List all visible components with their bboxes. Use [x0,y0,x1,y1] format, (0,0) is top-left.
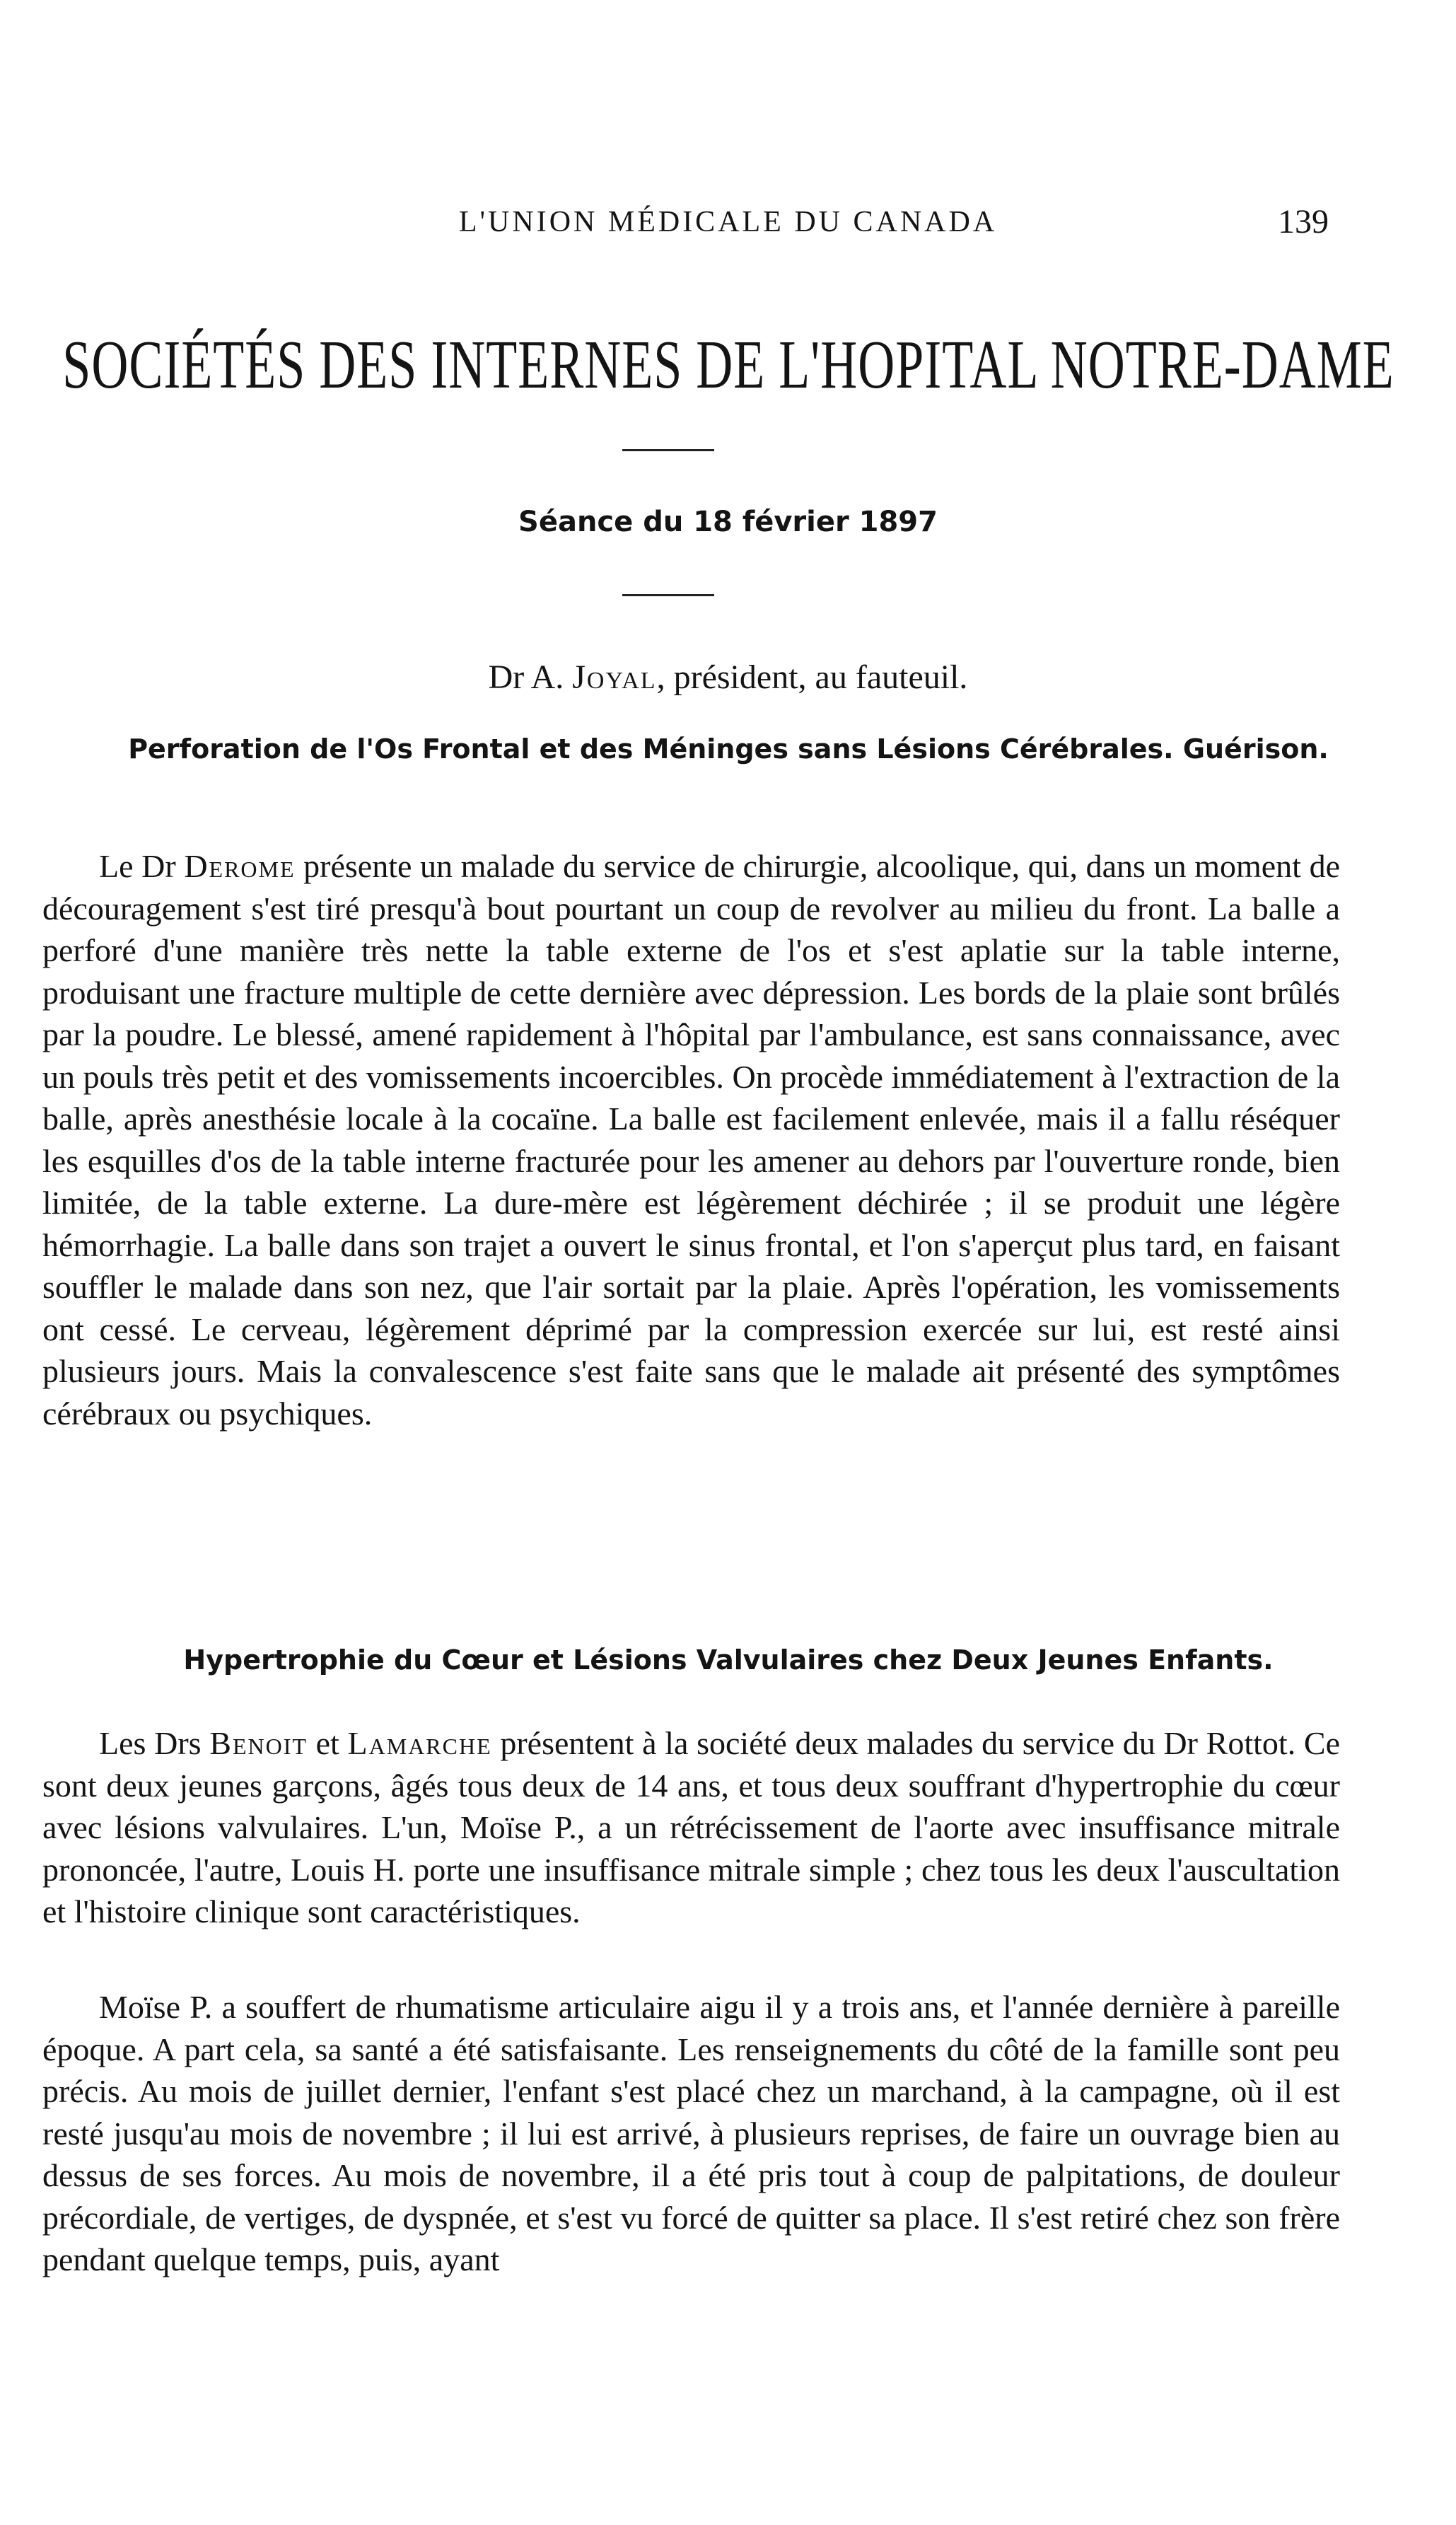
running-head [0,205,1456,248]
paragraph-lead: Le Dr [99,848,185,884]
session-date: Séance du 18 février 1897 [518,506,938,538]
author-name: Derome [184,848,296,884]
presidency-line [0,658,1456,697]
article-title: SOCIÉTÉS DES INTERNES DE L'HOPITAL NOTRE-DAME [62,326,1394,403]
paragraph-body: présente un malade du service de chirurgie, alcoolique, qui, dans un moment de découragement s'est tiré presqu'à bout pourtant un coup de revolver au milieu du front. La balle a perforé d'une manière très nette la table externe de l'os et s'est aplatie sur la table interne, produisant une fracture multiple de cette dernière avec dépression. Les bords de la plaie sont brûlés par la poudre. Le blessé, amené rapidement à l'hôpital par l'ambulance, est sans connaissance, avec un pouls très petit et des vomissements incoercibles. On procède immédiatement à l'extraction de la balle, après anesthésie locale à la cocaïne. La balle est facilement enlevée, mais il a fallu réséquer les esquilles d'os de la table interne fracturée pour les amener au dehors par l'ouverture ronde, bien limitée, de la table externe. La dure-mère est légèrement déchirée ; il se produit une légère hémorrhagie. La balle dans son trajet a ouvert le sinus frontal, et l'on s'aperçut plus tard, en faisant souffler le malade dans son nez, que l'air sortait par la plaie. Après l'opération, les vomissements ont cessé. Le cerveau, légèrement déprimé par la compression exercée sur lui, est resté ainsi plusieurs jours. Mais la convalescence s'est faite sans que le malade ait présenté des symptômes cérébraux ou psychiques. [42,848,1340,1432]
paragraph-perforation [42,845,1340,1434]
author-name: Lamarche [347,1725,492,1761]
paragraph-moise-history: Moïse P. a souffert de rhumatisme articulaire aigu il y a trois ans, et l'année dernière à pareille époque. A part cela, sa santé a été satisfaisante. Les renseignements du côté de la famille sont peu précis. Au mois de juillet dernier, l'enfant s'est placé chez un marchand, à la campagne, où il est resté jusqu'au mois de novembre ; il lui est arrivé, à plusieurs reprises, de faire un ouvrage bien au dessus de ses forces. Au mois de novembre, il a été pris tout à coup de palpitations, de douleur précordiale, de vertiges, de dyspnée, et s'est vu forcé de quitter sa place. Il s'est retiré chez son frère pendant quelque temps, puis, ayant [42,1989,1340,2277]
paragraph-conjunction: et [307,1725,348,1761]
divider-rule [622,449,714,451]
presidency-suffix: , président, au fauteuil. [656,658,968,696]
section-heading-hypertrophie: Hypertrophie du Cœur et Lésions Valvulaires chez Deux Jeunes Enfants. [183,1644,1274,1676]
page-number: 139 [1278,203,1329,240]
author-name: Benoit [209,1725,308,1761]
paragraph-lead: Les Drs [99,1725,210,1761]
journal-title: L'UNION MÉDICALE DU CANADA [458,206,998,238]
presidency-prefix: Dr A. [488,658,573,696]
president-name: Joyal [572,658,657,696]
section-heading-perforation: Perforation de l'Os Frontal et des Méninges sans Lésions Cérébrales. Guérison. [128,733,1329,765]
paragraph-body: présentent à la société deux malades du service du Dr Rottot. Ce sont deux jeunes garçons, âgés tous deux de 14 ans, et tous deux souffrant d'hypertrophie du cœur avec lésions valvulaires. L'un, Moïse P., a un rétrécissement de l'aorte avec insuffisance mitrale prononcée, l'autre, Louis H. porte une insuffisance mitrale simple ; chez tous les deux l'auscultation et l'histoire clinique sont caractéristiques. [42,1725,1340,1929]
paragraph-hypertrophie-intro [42,1722,1340,1933]
divider-rule [622,594,714,596]
